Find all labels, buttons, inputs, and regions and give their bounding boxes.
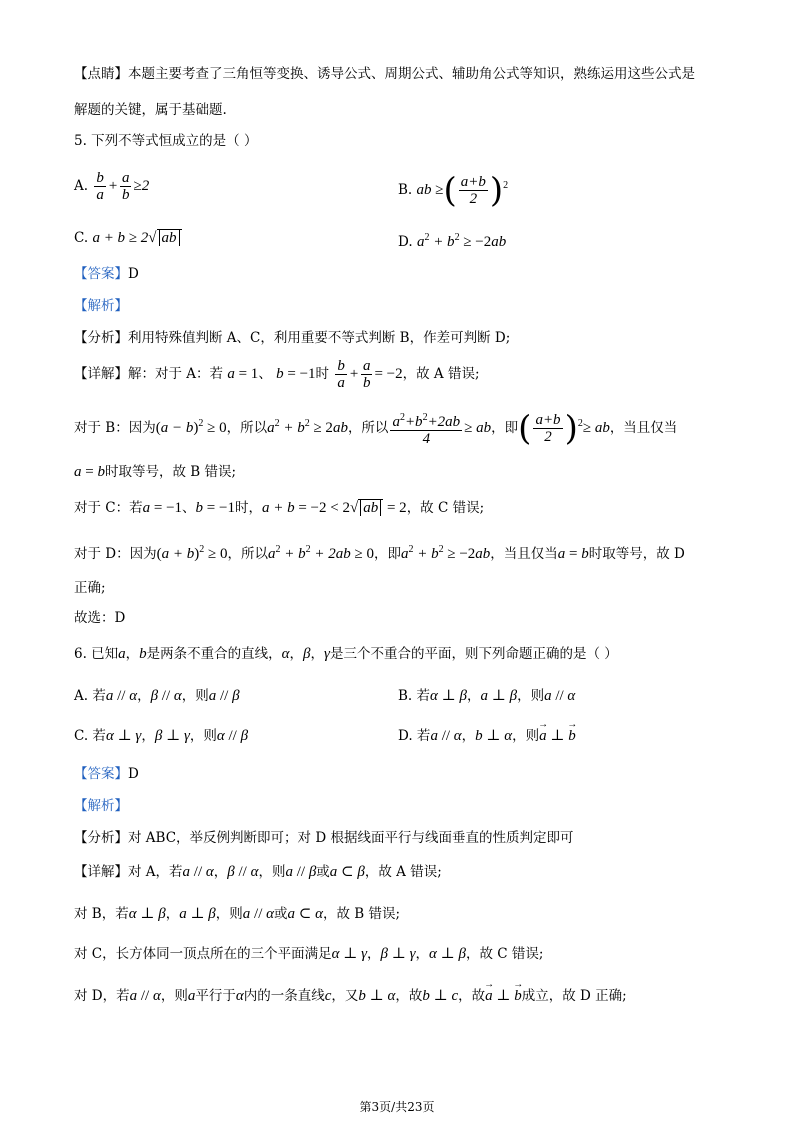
q5-option-a: A. $\frac{b}{a}$ + $\frac{a}{b}$ ≥2: [74, 170, 150, 204]
q5-fenxi: 【分析】利用特殊值判断 A、C，利用重要不等式判断 B，作差可判断 D;: [74, 330, 511, 346]
q5-option-b: B. ab ≥( $\frac{a+b}{2}$ )$^2$: [398, 170, 509, 211]
remark-line-2: 解题的关键，属于基础题.: [74, 102, 227, 118]
q5-choose: 故选：D: [74, 610, 126, 626]
q5-stem: 5. 下列不等式恒成立的是（ ）: [74, 133, 258, 149]
q6-fenxi: 【分析】对 ABC，举反例判断即可；对 D 根据线面平行与线面垂直的性质判定即可: [74, 830, 574, 846]
q5-analysis-tag: 【解析】: [74, 298, 128, 314]
q6-answer: 【答案】D: [74, 766, 139, 782]
q6-option-d: D. 若a // α，b ⊥ α，则→ a ⊥ → b: [398, 726, 576, 746]
q5-option-d: D. $a^2 + b^2 \ge -2ab$: [398, 232, 507, 250]
q5-detail-d: 对于 D：因为$(a + b)^2 \ge 0$，所以$a^2 + b^2 + 2ab \ge 0$，即$a^2 + b^2 \ge -2ab$，当且仅当a = b时取等号，故 D: [74, 544, 685, 562]
q5-detail-b: 对于 B：因为$(a - b)^2 \ge 0$，所以$a^2 + b^2 \ge 2ab$，所以 $\frac{a^2+b^2+2ab}{4}$ ≥ ab，即( $\frac{a+b}{2}$ )$^2$≥ ab，当且仅当: [74, 408, 678, 449]
q5-detail-a: 【详解】解：对于 A：若 a = 1、 b = −1时 $\frac{b}{a}$ + $\frac{a}{b}$ = −2，故 A 错误;: [74, 358, 480, 392]
q6-stem: 6. 已知a，b是两条不重合的直线，α，β，γ是三个不重合的平面，则下列命题正确的是（ ）: [74, 646, 618, 662]
q6-detail-c: 对 C，长方体同一顶点所在的三个平面满足α ⊥ γ，β ⊥ γ，α ⊥ β，故 C 错误;: [74, 946, 544, 962]
page-footer: 第3页/共23页: [359, 1100, 435, 1114]
q6-analysis-tag: 【解析】: [74, 798, 128, 814]
q5-option-c: C. a + b ≥ 2√ ab: [74, 228, 182, 248]
q5-detail-d2: 正确;: [74, 580, 106, 596]
q6-option-c: C. 若α ⊥ γ，β ⊥ γ，则α // β: [74, 728, 249, 744]
q5-answer: 【答案】D: [74, 266, 139, 282]
q6-detail-a: 【详解】对 A，若a // α，β // α，则a // β或a ⊂ β，故 A 错误;: [74, 864, 442, 880]
q5-detail-c: 对于 C：若a = −1、b = −1时，a + b = −2 < 2√ ab = 2，故 C 错误;: [74, 500, 485, 516]
q6-detail-d: 对 D，若a // α，则a平行于α内的一条直线c，又b ⊥ α，故b ⊥ c，故→ a ⊥ → b成立，故 D 正确;: [74, 986, 734, 1006]
q6-option-a: A. 若a // α，β // α，则a // β: [74, 688, 240, 704]
q5-detail-b2: a = b时取等号，故 B 错误;: [74, 464, 237, 480]
q6-option-b: B. 若α ⊥ β，a ⊥ β，则a // α: [398, 688, 576, 704]
remark-tag: 【点睛】: [74, 66, 128, 82]
remark-line-1: 【点睛】本题主要考查了三角恒等变换、诱导公式、周期公式、辅助角公式等知识，熟练运用这些公式是: [74, 66, 695, 82]
q6-detail-b: 对 B，若α ⊥ β，a ⊥ β，则a // α或a ⊂ α，故 B 错误;: [74, 906, 401, 922]
